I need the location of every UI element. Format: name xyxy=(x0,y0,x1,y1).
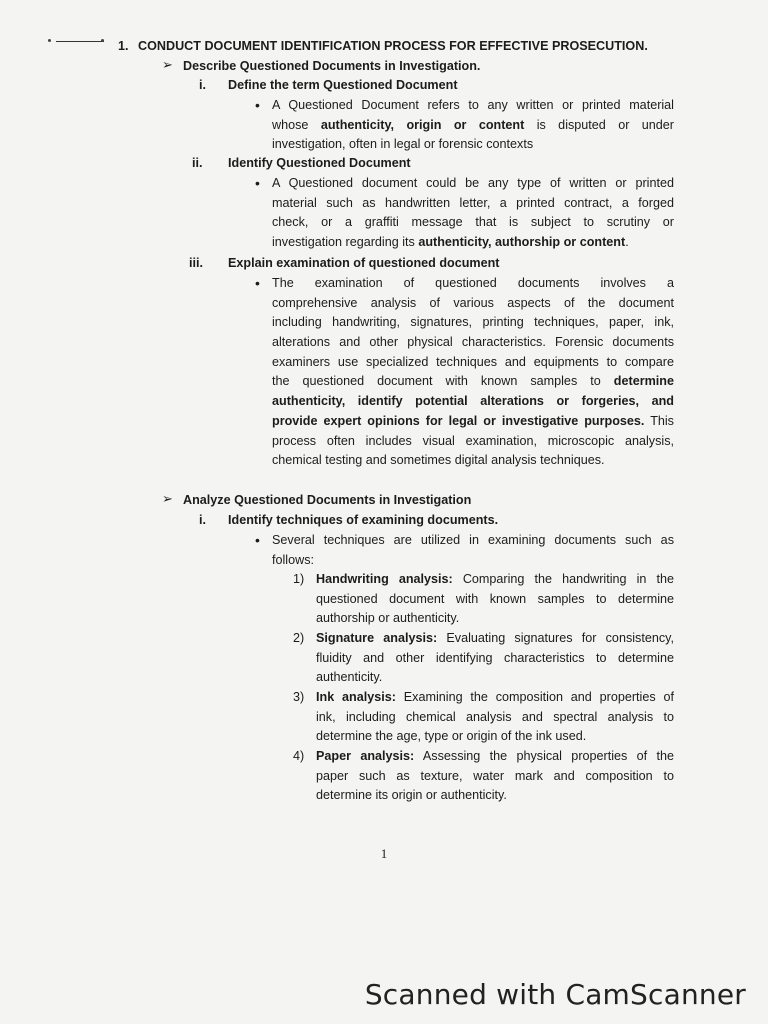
technique-text: Comparing the handwriting in the xyxy=(452,572,674,586)
identify-paragraph xyxy=(272,174,674,253)
text-line: questioned document with known samples to determine xyxy=(316,591,674,606)
heading-text: CONDUCT DOCUMENT IDENTIFICATION PROCESS FOR EFFECTIVE PROSECUTION. xyxy=(138,39,648,53)
text-line: investigation, often in legal or forensic contexts xyxy=(272,137,534,152)
technique-paper xyxy=(316,747,674,806)
technique-handwriting xyxy=(316,570,674,629)
section-a-arrow-icon: ➢ xyxy=(162,57,173,72)
technique-number: 1) xyxy=(293,572,305,586)
text-line: comprehensive analysis of various aspects of the document xyxy=(272,295,674,310)
text-line: ink, including chemical analysis and spectral analysis to xyxy=(316,709,674,724)
text-line: determine the age, type or origin of the ink used. xyxy=(316,729,587,744)
bullet-icon: • xyxy=(255,532,260,548)
bullet-icon: • xyxy=(255,275,260,291)
technique-term: Paper analysis: xyxy=(316,749,415,763)
item-numeral: i. xyxy=(199,513,206,527)
text-line xyxy=(316,747,674,767)
item-title: Explain examination of questioned document xyxy=(228,256,500,270)
examination-paragraph xyxy=(272,274,674,471)
text-line: authorship or authenticity. xyxy=(316,611,460,626)
technique-signature xyxy=(316,629,674,688)
section-a-title: Describe Questioned Documents in Investigation. xyxy=(183,59,481,73)
text-line: provide expert opinions for legal or investigative purposes. This xyxy=(272,413,674,428)
technique-number: 4) xyxy=(293,749,305,763)
margin-mark-line xyxy=(56,41,104,42)
item-numeral: iii. xyxy=(189,256,203,270)
margin-mark-dot xyxy=(101,39,104,42)
text-line: the questioned document with known samples to determine xyxy=(272,374,674,389)
item-title: Identify Questioned Document xyxy=(228,156,411,170)
heading-number: 1. xyxy=(118,39,129,53)
text-line xyxy=(316,688,674,708)
item-title: Define the term Questioned Document xyxy=(228,78,458,92)
margin-mark-dot xyxy=(48,39,51,42)
bullet-icon: • xyxy=(255,175,260,191)
text-line xyxy=(316,629,674,649)
technique-number: 3) xyxy=(293,690,305,704)
page-number: 1 xyxy=(380,846,388,861)
text-line: paper such as texture, water mark and composition to xyxy=(316,768,674,783)
text-line: determine its origin or authenticity. xyxy=(316,788,507,803)
technique-term: Ink analysis: xyxy=(316,690,396,704)
section-b-arrow-icon: ➢ xyxy=(162,491,173,506)
text-line: A Questioned document could be any type of written or printed xyxy=(272,176,674,190)
text-line: material such as handwritten letter, a printed contract, a forged xyxy=(272,195,674,210)
technique-term: Signature analysis: xyxy=(316,631,438,645)
margin-mark xyxy=(48,38,106,46)
item-numeral: ii. xyxy=(192,156,203,170)
text-line: Several techniques are utilized in examining documents such as xyxy=(272,533,674,547)
text-line: process often includes visual examination, microscopic analysis, xyxy=(272,433,674,448)
technique-text: Evaluating signatures for consistency, xyxy=(437,631,674,645)
bullet-icon: • xyxy=(255,97,260,113)
text-line: chemical testing and sometimes digital analysis techniques. xyxy=(272,453,605,468)
text-line: follows: xyxy=(272,552,314,567)
camscanner-watermark: Scanned with CamScanner xyxy=(364,978,746,1011)
text-line: alterations and other physical characteristics. Forensic documents xyxy=(272,335,674,350)
text-line: authenticity. xyxy=(316,670,383,685)
text-line xyxy=(316,570,674,590)
text-line: whose authenticity, origin or content is disputed or under xyxy=(272,117,674,132)
item-numeral: i. xyxy=(199,78,206,92)
techniques-intro xyxy=(272,531,674,570)
technique-text: Assessing the physical properties of the xyxy=(414,749,674,763)
text-line: check, or a graffiti message that is subject to scrutiny or xyxy=(272,215,674,230)
technique-number: 2) xyxy=(293,631,305,645)
definition-paragraph xyxy=(272,96,674,155)
item-title: Identify techniques of examining documents. xyxy=(228,513,499,527)
text-line: examiners use specialized techniques and equipments to compare xyxy=(272,354,674,369)
text-line: including handwriting, signatures, printing techniques, paper, ink, xyxy=(272,315,674,330)
technique-term: Handwriting analysis: xyxy=(316,572,453,586)
technique-ink xyxy=(316,688,674,747)
text-line: authenticity, identify potential alterations or forgeries, and xyxy=(272,394,674,409)
text-line: A Questioned Document refers to any written or printed material xyxy=(272,98,674,112)
text-line: investigation regarding its authenticity, authorship or content. xyxy=(272,235,629,250)
technique-text: Examining the composition and properties of xyxy=(395,690,674,704)
text-line: fluidity and other identifying characteristics to determine xyxy=(316,650,674,665)
section-b-title: Analyze Questioned Documents in Investigation xyxy=(183,493,472,507)
text-line: The examination of questioned documents involves a xyxy=(272,276,674,290)
